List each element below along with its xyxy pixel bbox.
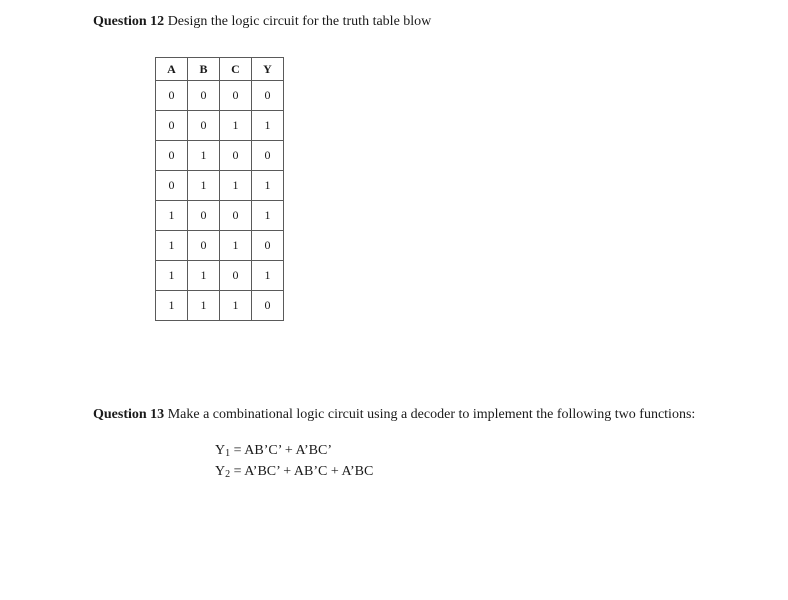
- table-row: [156, 81, 284, 111]
- table-row: [156, 261, 284, 291]
- table-row: [156, 231, 284, 261]
- cell-a: 0: [156, 111, 188, 141]
- cell-y: 1: [252, 171, 284, 201]
- cell-c: 0: [220, 201, 252, 231]
- question-13-label: Question 13: [93, 407, 165, 422]
- cell-y: 0: [252, 231, 284, 261]
- table-row: [156, 111, 284, 141]
- equation-y2-subscript: 2: [225, 469, 231, 480]
- cell-c: 1: [220, 171, 252, 201]
- question-12-heading: [93, 13, 431, 31]
- header-b: B: [188, 58, 220, 81]
- equation-y2-lhs: Y: [215, 464, 226, 479]
- equation-y1-subscript: 1: [225, 448, 231, 459]
- cell-y: 1: [252, 261, 284, 291]
- cell-b: 1: [188, 261, 220, 291]
- cell-y: 0: [252, 291, 284, 321]
- cell-c: 0: [220, 261, 252, 291]
- equation-y2: [215, 463, 373, 484]
- question-13-paragraph: [93, 406, 733, 424]
- cell-c: 0: [220, 141, 252, 171]
- question-12-text: Design the logic circuit for the truth table blow: [164, 14, 432, 29]
- cell-b: 1: [188, 141, 220, 171]
- cell-c: 1: [220, 291, 252, 321]
- equation-y1-lhs: Y: [215, 443, 226, 458]
- cell-a: 0: [156, 141, 188, 171]
- cell-a: 1: [156, 291, 188, 321]
- table-row: [156, 171, 284, 201]
- equation-y2-rhs: = A’BC’ + AB’C + A’BC: [230, 464, 374, 479]
- header-a: A: [156, 58, 188, 81]
- cell-a: 1: [156, 261, 188, 291]
- question-13-text: Make a combinational logic circuit using a decoder to implement the following two functions:: [164, 407, 696, 422]
- cell-b: 0: [188, 201, 220, 231]
- cell-a: 0: [156, 171, 188, 201]
- truth-table-header-row: [156, 58, 284, 81]
- cell-b: 1: [188, 171, 220, 201]
- cell-y: 0: [252, 81, 284, 111]
- cell-c: 0: [220, 81, 252, 111]
- equation-y1-rhs: = AB’C’ + A’BC’: [230, 443, 333, 458]
- cell-b: 0: [188, 231, 220, 261]
- cell-b: 0: [188, 111, 220, 141]
- table-row: [156, 141, 284, 171]
- cell-y: 0: [252, 141, 284, 171]
- cell-c: 1: [220, 111, 252, 141]
- cell-a: 1: [156, 201, 188, 231]
- truth-table: [155, 57, 284, 321]
- table-row: [156, 201, 284, 231]
- cell-y: 1: [252, 111, 284, 141]
- equation-y1: [215, 442, 373, 463]
- question-12-label: Question 12: [93, 14, 165, 29]
- cell-b: 0: [188, 81, 220, 111]
- cell-a: 1: [156, 231, 188, 261]
- cell-c: 1: [220, 231, 252, 261]
- cell-y: 1: [252, 201, 284, 231]
- header-y: Y: [252, 58, 284, 81]
- cell-a: 0: [156, 81, 188, 111]
- equations-block: [215, 442, 373, 484]
- table-row: [156, 291, 284, 321]
- header-c: C: [220, 58, 252, 81]
- cell-b: 1: [188, 291, 220, 321]
